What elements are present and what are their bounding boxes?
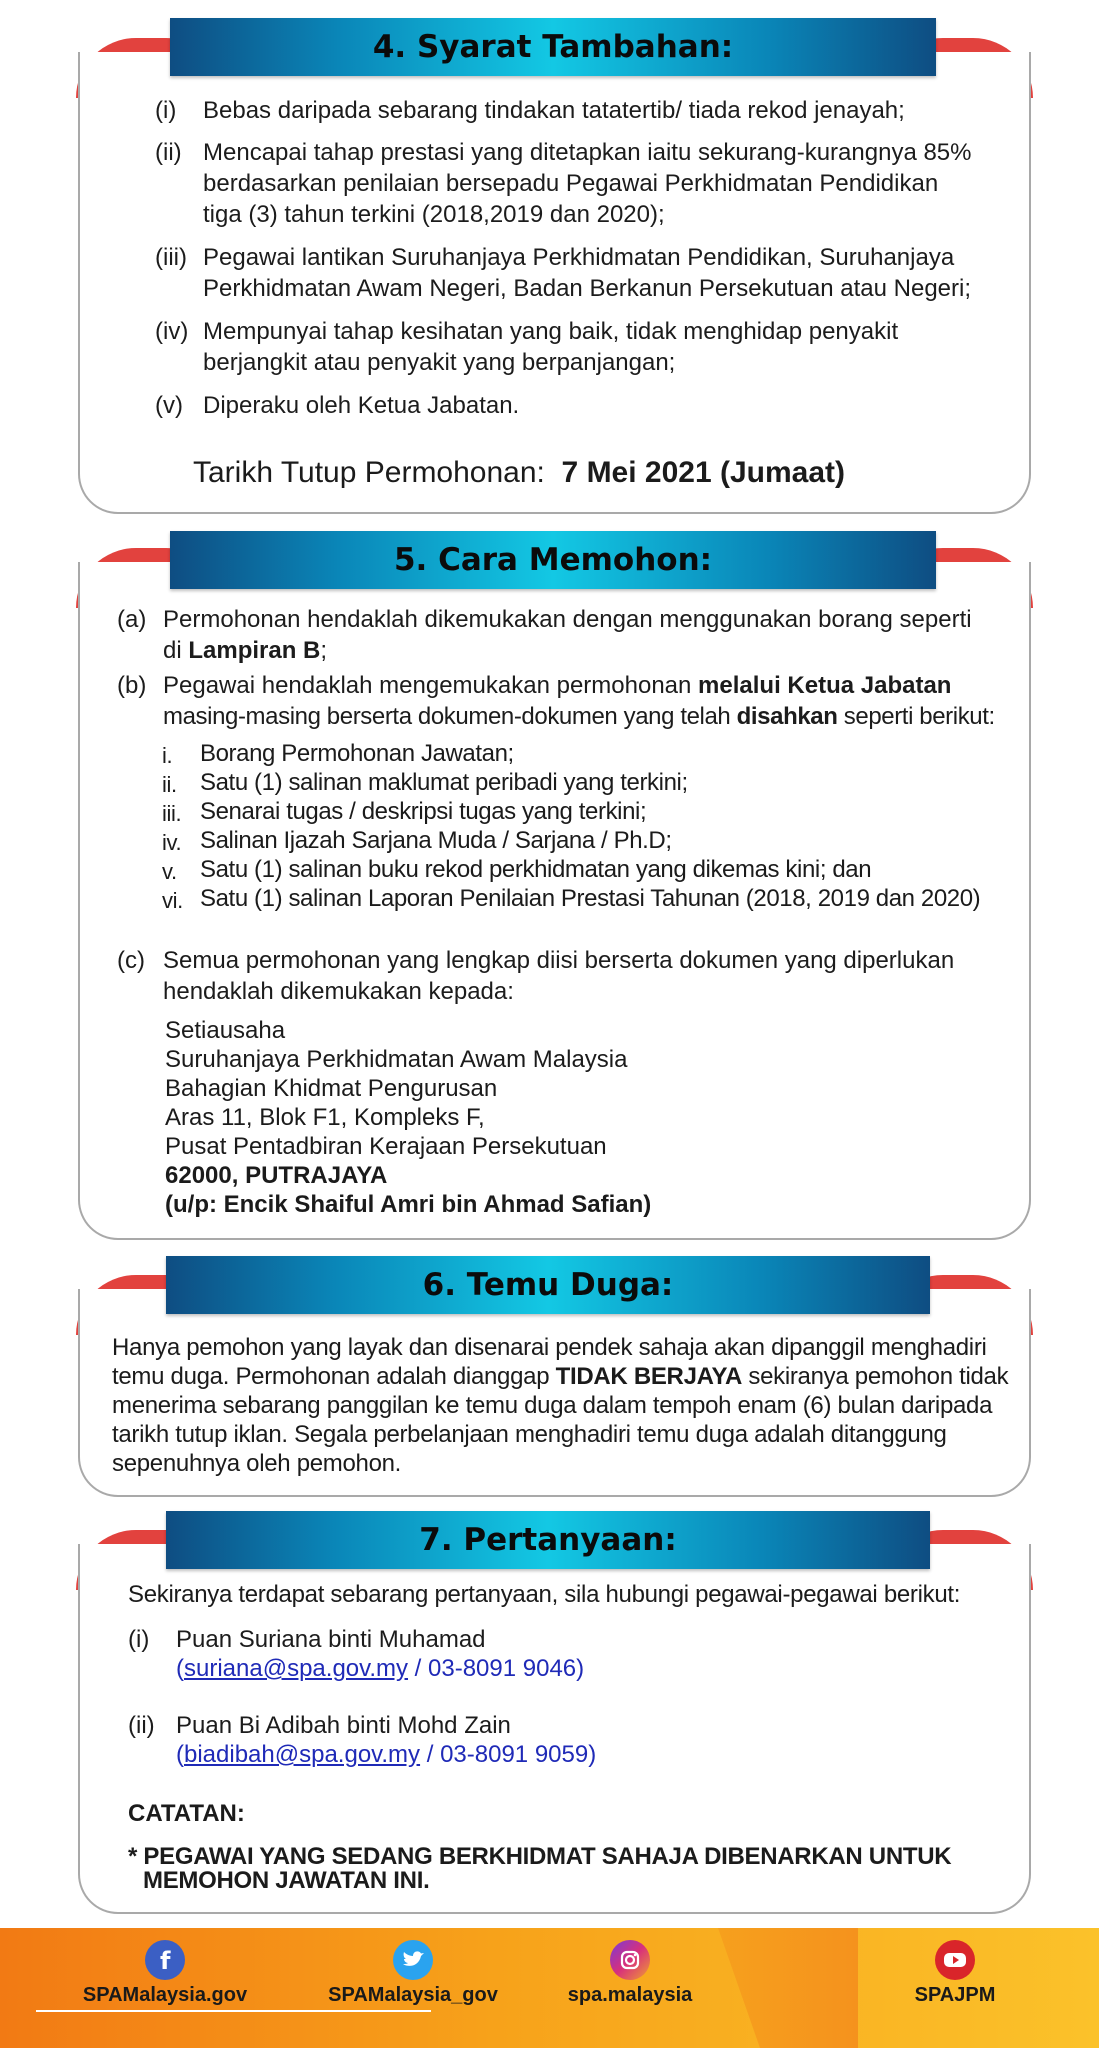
note-label: CATATAN:	[128, 1800, 245, 1827]
list-item: (c) Semua permohonan yang lengkap diisi berserta dokumen yang diperlukan hendaklah dikemukakan kepada:	[117, 947, 955, 1005]
list-item: (v) Diperaku oleh Ketua Jabatan.	[155, 392, 520, 419]
address-line: (u/p: Encik Shaiful Amri bin Ahmad Safian)	[165, 1191, 652, 1218]
footer-underline	[36, 2010, 431, 2012]
address-block	[165, 1016, 651, 1219]
address-line: Bahagian Khidmat Pengurusan	[165, 1075, 498, 1102]
document-item	[162, 855, 1032, 884]
address-line: Pusat Pentadbiran Kerajaan Persekutuan	[165, 1133, 607, 1160]
list-item: (a) Permohonan hendaklah dikemukakan dengan menggunakan borang seperti di Lampiran B;	[117, 606, 972, 664]
section-7-banner	[166, 1511, 930, 1569]
section-6-title: 6. Temu Duga:	[422, 1267, 674, 1303]
facebook-icon	[145, 1940, 185, 1980]
list-item: (ii) Mencapai tahap prestasi yang ditetapkan iaitu sekurang-kurangnya 85% berdasarkan penilaian bersepadu Pegawai Perkhidmatan Pendidikan tiga (3) tahun terkini (2018,2019 dan 2020);	[155, 139, 972, 228]
svg-text:f: f	[160, 1947, 171, 1973]
email-link[interactable]: suriana@spa.gov.my	[184, 1655, 409, 1682]
contact-intro: Sekiranya terdapat sebarang pertanyaan, sila hubungi pegawai-pegawai berikut:	[128, 1581, 961, 1608]
instagram-link[interactable]: spa.malaysia	[520, 1940, 740, 2007]
document-item	[162, 826, 1032, 855]
address-line: Setiausaha	[165, 1017, 286, 1044]
address-line: Suruhanjaya Perkhidmatan Awam Malaysia	[165, 1046, 628, 1073]
facebook-link[interactable]: f SPAMalaysia.gov	[55, 1940, 275, 2007]
twitter-link[interactable]: SPAMalaysia_gov	[303, 1940, 523, 2007]
youtube-icon	[935, 1940, 975, 1980]
closing-date: Tarikh Tutup Permohonan: 7 Mei 2021 (Jumaat)	[193, 456, 846, 489]
twitter-icon	[393, 1940, 433, 1980]
list-item: (i) Bebas daripada sebarang tindakan tatatertib/ tiada rekod jenayah;	[155, 97, 905, 124]
section-4-title: 4. Syarat Tambahan:	[372, 29, 734, 65]
list-item: (iii) Pegawai lantikan Suruhanjaya Perkhidmatan Pendidikan, Suruhanjaya Perkhidmatan Awam Negeri, Badan Berkanun Persekutuan atau Negeri;	[155, 244, 972, 302]
document-item	[162, 739, 1032, 768]
section-4-banner	[170, 18, 936, 76]
instagram-icon	[610, 1940, 650, 1980]
section-5-title: 5. Cara Memohon:	[393, 542, 713, 578]
document-item	[162, 768, 1032, 797]
document-item-text: Satu (1) salinan Laporan Penilaian Prestasi Tahunan (2018, 2019 dan 2020)	[200, 885, 981, 912]
youtube-link[interactable]: SPAJPM	[845, 1940, 1065, 2007]
document-item-text: Satu (1) salinan buku rekod perkhidmatan yang dikemas kini; dan	[200, 856, 872, 883]
document-item-text: Senarai tugas / deskripsi tugas yang terkini;	[200, 798, 647, 825]
list-item: (b) Pegawai hendaklah mengemukakan permohonan melalui Ketua Jabatan masing-masing berserta dokumen-dokumen yang telah disahkan seperti berikut:	[117, 672, 995, 730]
document-list	[162, 739, 1032, 913]
document-item-number: iv.	[162, 830, 182, 855]
address-line: 62000, PUTRAJAYA	[165, 1162, 388, 1189]
section-5-banner	[170, 531, 936, 589]
document-item-number: iii.	[162, 801, 182, 826]
document-item-text: Salinan Ijazah Sarjana Muda / Sarjana / Ph.D;	[200, 827, 672, 854]
address-line: Aras 11, Blok F1, Kompleks F,	[165, 1104, 485, 1131]
document-item-text: Satu (1) salinan maklumat peribadi yang terkini;	[200, 769, 688, 796]
document-item-number: ii.	[162, 772, 177, 797]
document-item	[162, 884, 1032, 913]
interview-paragraph: Hanya pemohon yang layak dan disenarai pendek sahaja akan dipanggil menghadiri temu duga. Permohonan adalah dianggap TIDAK BERJAYA sekiranya pemohon tidak menerima sebarang panggilan ke temu duga dalam tempoh enam (6) bulan daripada tarikh tutup iklan. Segala perbelanjaan menghadiri temu duga adalah ditanggung sepenuhnya oleh pemohon.	[112, 1334, 1009, 1477]
email-link[interactable]: biadibah@spa.gov.my	[184, 1741, 421, 1768]
section-6-banner	[166, 1256, 930, 1314]
document-item-number: v.	[162, 859, 177, 884]
section-7-title: 7. Pertanyaan:	[419, 1522, 677, 1558]
contact-item: (ii) Puan Bi Adibah binti Mohd Zain (biadibah@spa.gov.my / 03-8091 9059)	[128, 1712, 597, 1768]
list-item: (iv) Mempunyai tahap kesihatan yang baik, tidak menghidap penyakit berjangkit atau penyakit yang berpanjangan;	[155, 318, 899, 376]
note-text: * PEGAWAI YANG SEDANG BERKHIDMAT SAHAJA DIBENARKAN UNTUK MEMOHON JAWATAN INI.	[128, 1843, 952, 1894]
document-item-text: Borang Permohonan Jawatan;	[200, 740, 514, 767]
document-item-number: vi.	[162, 888, 183, 913]
document-item	[162, 797, 1032, 826]
document-item-number: i.	[162, 743, 173, 768]
social-footer	[0, 1928, 1099, 2048]
contact-item: (i) Puan Suriana binti Muhamad (suriana@spa.gov.my / 03-8091 9046)	[128, 1626, 585, 1682]
